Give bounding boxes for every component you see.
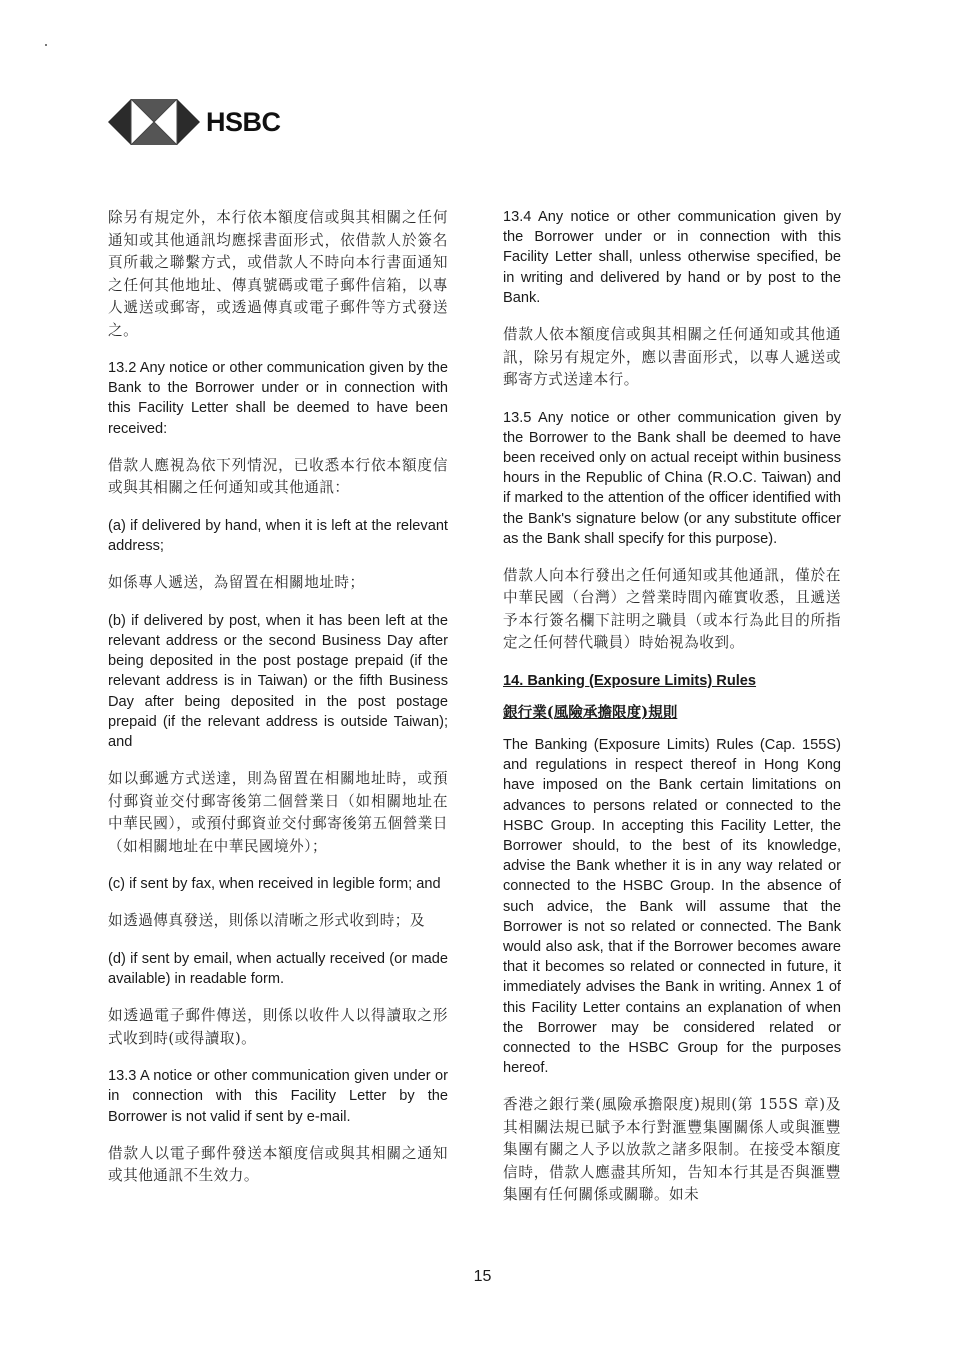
clause-d-zh: 如透過電子郵件傳送，則係以收件人以得讀取之形式收到時(或得讀取)。 [108, 1007, 448, 1047]
paragraph-13-1-zh: 除另有規定外，本行依本額度信或與其相關之任何通知或其他通訊均應採書面形式，依借款人於簽名頁所載之聯繫方式，或借款人不時向本行書面通知之任何其他地址、傳真號碼或電子郵件信箱，以專人遞送或郵寄，或透過傳真或電子郵件等方式發送之。 [108, 209, 448, 339]
paragraph-13-5-en: 13.5 Any notice or other communication given by the Borrower to the Bank shall be deemed to have been received only on actual receipt within business hours in the Republic of China (R.O.C. Taiwan) and if marked to the attention of the officer identified with the Bank's signature below (or any substitute officer as the Bank shall specify for this purpose). [503, 409, 841, 547]
section-14-heading: 14. Banking (Exposure Limits) Rules [503, 672, 757, 689]
paragraph-13-5-zh: 借款人向本行發出之任何通知或其他通訊，僅於在中華民國（台灣）之營業時間內確實收悉，且遞送予本行簽名欄下註明之職員（或本行為此目的所指定之任何替代職員）時始視為收到。 [503, 566, 841, 652]
paragraph-13-4-zh: 借款人依本額度信或與其相關之任何通知或其他通訊，除另有規定外，應以書面形式，以專人遞送或郵寄方式送達本行。 [503, 326, 841, 389]
clause-b-en: (b) if delivered by post, when it has been left at the relevant address or the second Business Day after being deposited in the post postage prepaid (if the relevant address is in Taiwan) or the fifth Business Day after being deposited in the post postage prepaid (if the relevant address is outside Taiwan); and [108, 612, 448, 750]
scan-speck [45, 44, 47, 46]
brand-name: HSBC [206, 106, 281, 137]
clause-a-en: (a) if delivered by hand, when it is left at the relevant address; [108, 517, 448, 555]
clause-d-en: (d) if sent by email, when actually received (or made available) in readable form. [108, 950, 448, 988]
paragraph-14-en: The Banking (Exposure Limits) Rules (Cap. 155S) and regulations in respect thereof in Hong Kong have imposed on the Bank certain limitations on advances to persons related or connected to the HSBC Group. In accepting this Facility Letter, the Borrower should, to the best of its knowledge, advise the Bank whether it is in any way related or connected to the HSBC Group. In the absence of such advice, the Bank will assume that the Borrower is not so related or connected. The Bank would also ask, that if the Borrower becomes aware that it becomes so related or connected in future, it immediately advises the Bank in writing. Annex 1 of this Facility Letter contains an explanation of when the Borrower may be considered related or connected to the HSBC Group for the purposes hereof. [503, 736, 841, 1077]
right-column [503, 207, 841, 1223]
page-number: 15 [473, 1268, 492, 1285]
paragraph-13-2-zh: 借款人應視為依下列情況，已收悉本行依本額度信或與其相關之任何通知或其他通訊： [108, 456, 448, 497]
paragraph-13-2-en: 13.2 Any notice or other communication given by the Bank to the Borrower under or in connection with this Facility Letter shall be deemed to have been received: [108, 360, 448, 437]
hsbc-logo [108, 99, 281, 145]
section-14-heading-zh: 銀行業(風險承擔限度)規則 [503, 703, 678, 721]
clause-a-zh: 如係專人遞送，為留置在相關地址時； [108, 574, 365, 592]
clause-c-en: (c) if sent by fax, when received in legible form; and [108, 876, 441, 893]
left-column [108, 207, 448, 1204]
paragraph-13-3-en: 13.3 A notice or other communication given under or in connection with this Facility Letter by the Borrower is not valid if sent by e-mail. [108, 1068, 448, 1125]
hsbc-hexagon-icon [108, 99, 200, 145]
paragraph-13-4-en: 13.4 Any notice or other communication given by the Borrower under or in connection with this Facility Letter shall, unless otherwise specified, be in writing and delivered by hand or by post to the Bank. [503, 209, 841, 306]
clause-c-zh: 如透過傳真發送，則係以清晰之形式收到時；及 [108, 912, 425, 930]
paragraph-14-zh: 香港之銀行業(風險承擔限度)規則(第 155S 章)及其相關法規已賦予本行對滙豐集團關係人或與滙豐集團有關之人予以放款之諸多限制。在接受本額度信時，借款人應盡其所知，告知本行其是否與滙豐集團有任何關係或關聯。如未 [503, 1096, 841, 1204]
paragraph-13-3-zh: 借款人以電子郵件發送本額度信或與其相關之通知或其他通訊不生效力。 [108, 1144, 448, 1185]
clause-b-zh: 如以郵遞方式送達，則為留置在相關地址時，或預付郵資並交付郵寄後第二個營業日（如相關地址在中華民國），或預付郵資並交付郵寄後第五個營業日（如相關地址在中華民國境外）； [108, 770, 448, 855]
